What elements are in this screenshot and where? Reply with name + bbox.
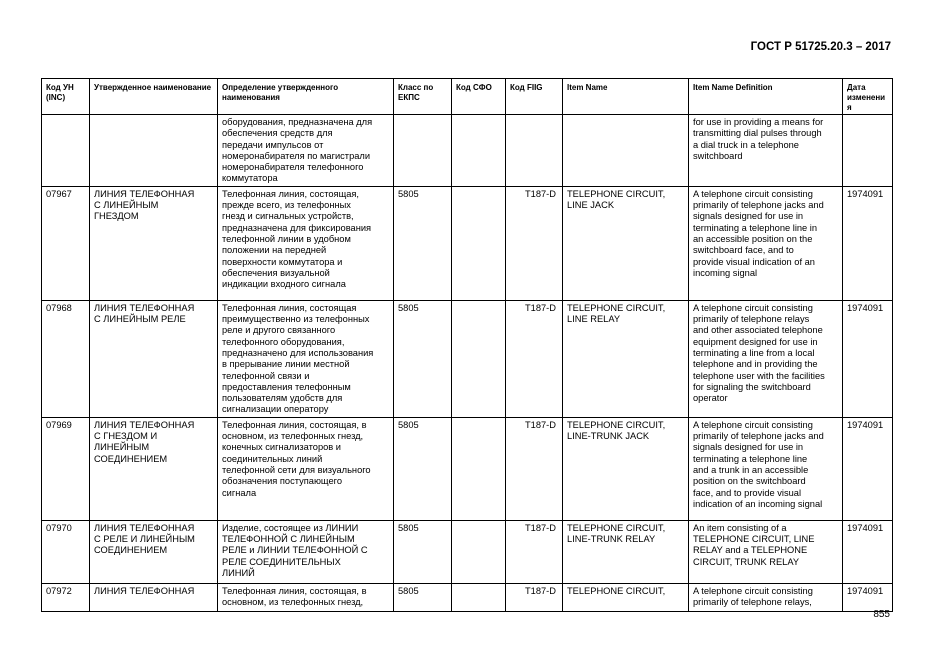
table-row <box>42 520 893 583</box>
cell-code: 07972 <box>42 583 90 611</box>
cell-sfo <box>452 186 506 300</box>
cell-item-definition: A telephone circuit consisting primarily of telephone relays and other associated telephone equipment designed for use in terminating a line from a local telephone and in providing the telephone user with the facilities for signaling the switchboard operator <box>689 300 843 417</box>
cell-code: 07969 <box>42 417 90 520</box>
table-row <box>42 300 893 417</box>
cell-code <box>42 115 90 187</box>
cell-fiig: T187-D <box>506 583 563 611</box>
classification-table <box>41 78 893 612</box>
cell-item-name <box>563 115 689 187</box>
cell-sfo <box>452 300 506 417</box>
cell-code: 07968 <box>42 300 90 417</box>
cell-definition: Телефонная линия, состоящая преимущественно из телефонных реле и другого связанного телефонного оборудования, предназначено для использования в прерывание линии местной телефонной связи и предоставления телефонным пользователям удобств для сигнализации оператору <box>218 300 394 417</box>
col-header-date: Дата изменения <box>843 79 893 115</box>
cell-date <box>843 115 893 187</box>
cell-fiig: T187-D <box>506 186 563 300</box>
cell-code: 07967 <box>42 186 90 300</box>
cell-item-name: TELEPHONE CIRCUIT, <box>563 583 689 611</box>
cell-ekps: 5805 <box>394 583 452 611</box>
cell-sfo <box>452 115 506 187</box>
col-header-code: Код УН (INC) <box>42 79 90 115</box>
cell-ekps: 5805 <box>394 520 452 583</box>
cell-item-name: TELEPHONE CIRCUIT, LINE RELAY <box>563 300 689 417</box>
cell-item-name: TELEPHONE CIRCUIT, LINE-TRUNK JACK <box>563 417 689 520</box>
cell-fiig: T187-D <box>506 520 563 583</box>
cell-definition: Телефонная линия, состоящая, в основном, из телефонных гнезд, конечных сигнализаторов и соединительных линий телефонной сети для визуального обозначения поступающего сигнала <box>218 417 394 520</box>
table-row <box>42 583 893 611</box>
cell-ekps <box>394 115 452 187</box>
col-header-sfo: Код СФО <box>452 79 506 115</box>
col-header-fiig: Код FIIG <box>506 79 563 115</box>
cell-date: 1974091 <box>843 300 893 417</box>
standard-number: ГОСТ Р 51725.20.3 – 2017 <box>750 41 891 53</box>
cell-item-name: TELEPHONE CIRCUIT, LINE-TRUNK RELAY <box>563 520 689 583</box>
cell-name: ЛИНИЯ ТЕЛЕФОННАЯ С ЛИНЕЙНЫМ РЕЛЕ <box>90 300 218 417</box>
cell-name: ЛИНИЯ ТЕЛЕФОННАЯ <box>90 583 218 611</box>
cell-ekps: 5805 <box>394 186 452 300</box>
cell-item-definition: A telephone circuit consisting primarily of telephone relays, <box>689 583 843 611</box>
cell-definition: Телефонная линия, состоящая, в основном, из телефонных гнезд, <box>218 583 394 611</box>
cell-name: ЛИНИЯ ТЕЛЕФОННАЯ С ЛИНЕЙНЫМ ГНЕЗДОМ <box>90 186 218 300</box>
header-row <box>42 79 893 115</box>
table-row <box>42 186 893 300</box>
cell-fiig: T187-D <box>506 300 563 417</box>
cell-name <box>90 115 218 187</box>
cell-item-definition: An item consisting of a TELEPHONE CIRCUIT, LINE RELAY and a TELEPHONE CIRCUIT, TRUNK RELAY <box>689 520 843 583</box>
cell-item-definition: A telephone circuit consisting primarily of telephone jacks and signals designed for use in terminating a telephone line in an accessible position on the switchboard face, and to provide visual indication of an incoming signal <box>689 186 843 300</box>
cell-code: 07970 <box>42 520 90 583</box>
cell-definition: Изделие, состоящее из ЛИНИИ ТЕЛЕФОННОЙ С ЛИНЕЙНЫМ РЕЛЕ и ЛИНИИ ТЕЛЕФОННОЙ С РЕЛЕ СОЕДИНИТЕЛЬНЫХ ЛИНИЙ <box>218 520 394 583</box>
cell-sfo <box>452 520 506 583</box>
col-header-item-definition: Item Name Definition <box>689 79 843 115</box>
col-header-definition: Определение утвержденного наименования <box>218 79 394 115</box>
cell-name: ЛИНИЯ ТЕЛЕФОННАЯ С ГНЕЗДОМ И ЛИНЕЙНЫМ СОЕДИНЕНИЕМ <box>90 417 218 520</box>
table-row <box>42 417 893 520</box>
table-row <box>42 115 893 187</box>
cell-sfo <box>452 417 506 520</box>
page-number: 855 <box>873 609 890 620</box>
cell-item-definition: A telephone circuit consisting primarily of telephone jacks and signals designed for use in terminating a telephone line and a trunk in an accessible position on the switchboard face, and to provide visual indication of an incoming signal <box>689 417 843 520</box>
cell-date: 1974091 <box>843 583 893 611</box>
cell-definition: Телефонная линия, состоящая, прежде всего, из телефонных гнезд и сигнальных устройств, предназначена для фиксирования телефонной линии в удобном положении на передней поверхности коммутатора и обеспечения визуальной индикации входного сигнала <box>218 186 394 300</box>
col-header-name: Утвержденное наименование <box>90 79 218 115</box>
cell-definition: оборудования, предназначена для обеспечения средств для передачи импульсов от номеронабирателя по магистрали номеронабирателя телефонного коммутатора <box>218 115 394 187</box>
cell-date: 1974091 <box>843 186 893 300</box>
cell-ekps: 5805 <box>394 300 452 417</box>
cell-date: 1974091 <box>843 520 893 583</box>
cell-fiig <box>506 115 563 187</box>
cell-ekps: 5805 <box>394 417 452 520</box>
cell-item-name: TELEPHONE CIRCUIT, LINE JACK <box>563 186 689 300</box>
col-header-ekps: Класс по ЕКПС <box>394 79 452 115</box>
cell-sfo <box>452 583 506 611</box>
cell-item-definition: for use in providing a means for transmitting dial pulses through a dial truck in a telephone switchboard <box>689 115 843 187</box>
col-header-item-name: Item Name <box>563 79 689 115</box>
cell-fiig: T187-D <box>506 417 563 520</box>
cell-date: 1974091 <box>843 417 893 520</box>
cell-name: ЛИНИЯ ТЕЛЕФОННАЯ С РЕЛЕ И ЛИНЕЙНЫМ СОЕДИНЕНИЕМ <box>90 520 218 583</box>
